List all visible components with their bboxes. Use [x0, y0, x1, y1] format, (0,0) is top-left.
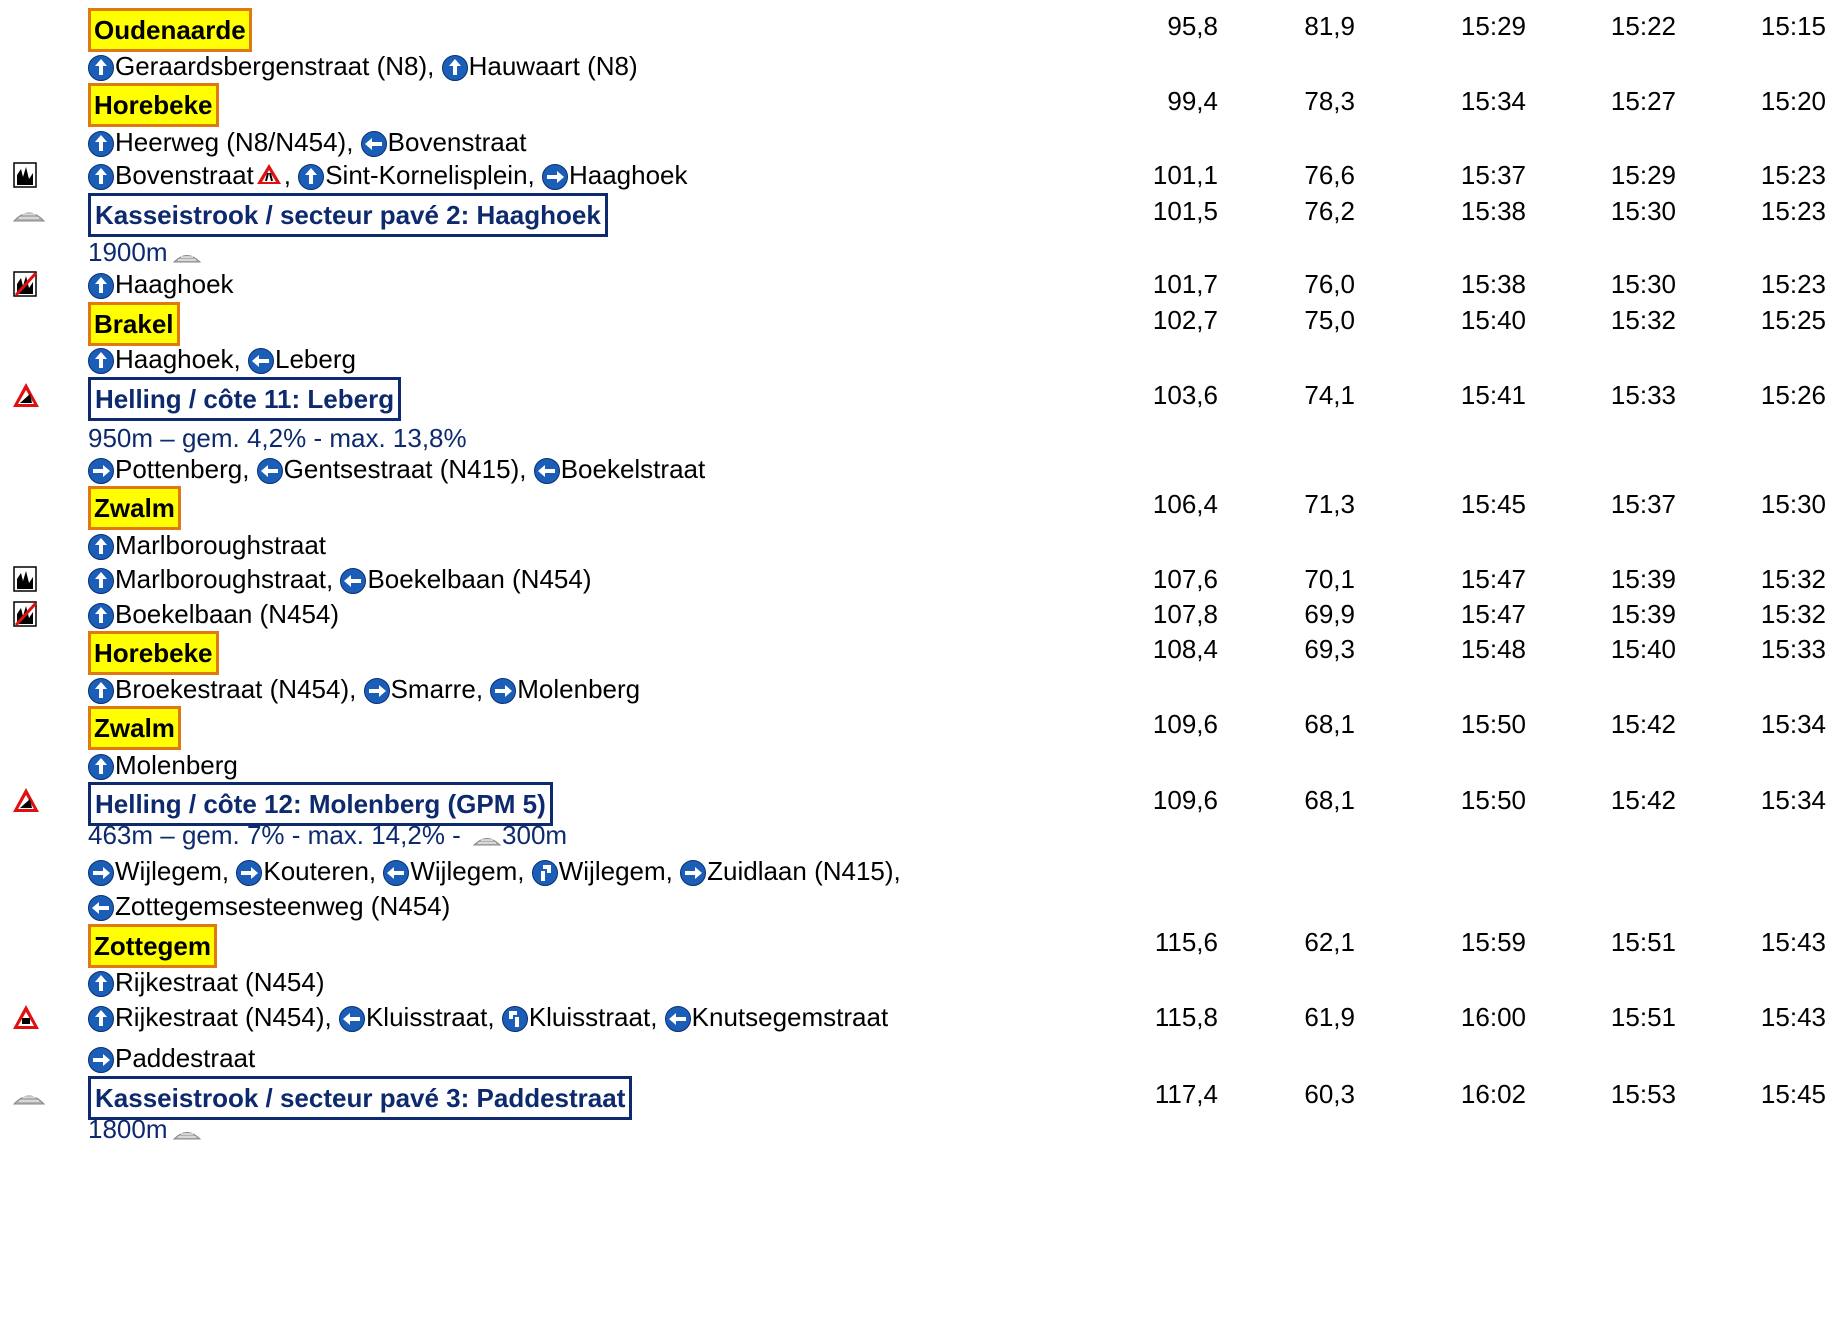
- arrow-up-icon: [298, 164, 324, 190]
- route-line: [88, 964, 325, 1000]
- cobbles-icon: [12, 197, 46, 232]
- route-line: [88, 596, 339, 632]
- town-label: Zottegem: [88, 924, 217, 968]
- road-name: Bovenstraat: [387, 127, 527, 157]
- arrow-up-icon: [88, 1006, 114, 1032]
- time-slow: 15:50: [1460, 709, 1526, 739]
- road-name: Rijkestraat (N454): [115, 967, 325, 997]
- road-separator: ,: [221, 856, 237, 886]
- sector-info-length: 300m: [502, 820, 568, 850]
- road-separator: ,: [475, 674, 491, 704]
- road-name: Marlboroughstraat: [115, 564, 326, 594]
- route-line: [88, 631, 219, 675]
- arrow-up-icon: [88, 131, 114, 157]
- arrow-up-icon: [88, 55, 114, 81]
- sector-info: 463m – gem. 7% - max. 14,2% -: [88, 820, 469, 850]
- arrow-right-icon: [88, 1047, 114, 1073]
- road-name: Marlboroughstraat: [115, 530, 326, 560]
- road-separator: ,: [517, 856, 532, 886]
- feed-zone-icon: [12, 565, 40, 600]
- route-line: [88, 8, 252, 52]
- time-fast: 15:43: [1760, 927, 1826, 957]
- town-label: Zwalm: [88, 486, 181, 530]
- cobble-sector-label: Kasseistrook / secteur pavé 2: Haaghoek: [88, 193, 608, 237]
- arrow-bear-left-icon: [502, 1006, 528, 1032]
- distance-remaining: 76,6: [1304, 160, 1355, 190]
- cobble-sector-label: Kasseistrook / secteur pavé 3: Paddestraat: [88, 1076, 632, 1120]
- time-slow: 15:37: [1460, 160, 1526, 190]
- arrow-right-icon: [542, 164, 568, 190]
- road-separator: ,: [893, 856, 901, 886]
- time-slow: 15:38: [1460, 269, 1526, 299]
- road-name: Hauwaart (N8): [468, 51, 638, 81]
- arrow-left-icon: [248, 348, 274, 374]
- arrow-left-icon: [257, 458, 283, 484]
- road-name: Broekestraat (N454): [115, 674, 350, 704]
- road-separator: ,: [349, 674, 364, 704]
- distance-remaining: 74,1: [1304, 380, 1355, 410]
- time-slow: 15:47: [1460, 599, 1526, 629]
- time-fast: 15:45: [1760, 1079, 1826, 1109]
- distance-done: 103,6: [1152, 380, 1218, 410]
- time-slow: 16:02: [1460, 1079, 1526, 1109]
- time-mid: 15:29: [1610, 160, 1676, 190]
- distance-done: 107,6: [1152, 564, 1218, 594]
- route-line: [88, 157, 688, 195]
- distance-remaining: 69,9: [1304, 599, 1355, 629]
- time-slow: 15:34: [1460, 86, 1526, 116]
- road-separator: ,: [527, 160, 542, 190]
- road-name: Heerweg (N8/N454): [115, 127, 347, 157]
- arrow-up-icon: [88, 754, 114, 780]
- distance-remaining: 70,1: [1304, 564, 1355, 594]
- narrowing-warning-icon: [256, 159, 282, 195]
- time-fast: 15:23: [1760, 196, 1826, 226]
- road-name: Knutsegemstraat: [691, 1002, 889, 1032]
- road-name: Kluisstraat: [528, 1002, 651, 1032]
- time-slow: 15:41: [1460, 380, 1526, 410]
- arrow-left-icon: [88, 895, 114, 921]
- route-line: [88, 527, 326, 563]
- road-separator: ,: [665, 856, 681, 886]
- climb-label: Helling / côte 12: Molenberg (GPM 5): [88, 782, 553, 826]
- distance-remaining: 76,0: [1304, 269, 1355, 299]
- arrow-right-icon: [88, 860, 114, 886]
- arrow-right-icon: [364, 678, 390, 704]
- route-line: [88, 83, 219, 127]
- distance-done: 108,4: [1152, 634, 1218, 664]
- route-line: [88, 888, 450, 924]
- route-line: [88, 747, 238, 783]
- sector-info: 1900m: [88, 237, 168, 267]
- road-separator: ,: [427, 51, 442, 81]
- arrow-left-icon: [665, 1006, 691, 1032]
- time-fast: 15:33: [1760, 634, 1826, 664]
- distance-done: 101,7: [1152, 269, 1218, 299]
- distance-done: 109,6: [1152, 709, 1218, 739]
- danger-icon: [12, 1003, 40, 1038]
- feed-zone-end-icon: [12, 600, 40, 635]
- road-separator: ,: [324, 1002, 339, 1032]
- distance-remaining: 75,0: [1304, 305, 1355, 335]
- arrow-up-icon: [88, 971, 114, 997]
- time-slow: 15:29: [1460, 11, 1526, 41]
- route-line: [88, 924, 217, 968]
- road-name: Kluisstraat: [365, 1002, 488, 1032]
- time-fast: 15:32: [1760, 599, 1826, 629]
- time-mid: 15:27: [1610, 86, 1676, 116]
- arrow-left-icon: [383, 860, 409, 886]
- road-name: Gentsestraat (N415): [283, 454, 520, 484]
- arrow-up-icon: [88, 603, 114, 629]
- road-separator: ,: [368, 856, 384, 886]
- road-separator: ,: [487, 1002, 502, 1032]
- time-fast: 15:34: [1760, 709, 1826, 739]
- arrow-left-icon: [361, 131, 387, 157]
- distance-remaining: 78,3: [1304, 86, 1355, 116]
- time-slow: 15:40: [1460, 305, 1526, 335]
- time-mid: 15:30: [1610, 196, 1676, 226]
- feed-zone-end-icon: [12, 270, 40, 305]
- distance-done: 95,8: [1167, 11, 1218, 41]
- distance-remaining: 62,1: [1304, 927, 1355, 957]
- distance-done: 101,5: [1152, 196, 1218, 226]
- road-separator: ,: [326, 564, 341, 594]
- time-mid: 15:39: [1610, 599, 1676, 629]
- time-fast: 15:32: [1760, 564, 1826, 594]
- road-separator: ,: [650, 1002, 665, 1032]
- time-mid: 15:40: [1610, 634, 1676, 664]
- town-label: Horebeke: [88, 631, 219, 675]
- distance-remaining: 69,3: [1304, 634, 1355, 664]
- time-fast: 15:23: [1760, 269, 1826, 299]
- time-slow: 15:45: [1460, 489, 1526, 519]
- road-name: Paddestraat: [115, 1043, 256, 1073]
- road-separator: ,: [519, 454, 534, 484]
- distance-done: 99,4: [1167, 86, 1218, 116]
- distance-done: 115,6: [1154, 927, 1218, 957]
- road-name: Zottegemsesteenweg (N454): [115, 891, 451, 921]
- arrow-right-icon: [236, 860, 262, 886]
- road-name: Smarre: [390, 674, 476, 704]
- route-line: [88, 266, 234, 302]
- time-slow: 15:47: [1460, 564, 1526, 594]
- distance-done: 117,4: [1154, 1079, 1218, 1109]
- route-line: [88, 853, 901, 889]
- distance-remaining: 60,3: [1304, 1079, 1355, 1109]
- route-line: [88, 48, 638, 84]
- road-name: Haaghoek: [115, 344, 234, 374]
- cobbles-icon: [172, 1113, 202, 1149]
- distance-remaining: 61,9: [1304, 1002, 1355, 1032]
- route-line: [88, 817, 567, 855]
- route-line: [88, 671, 640, 707]
- road-name: Leberg: [275, 344, 356, 374]
- arrow-right-icon: [490, 678, 516, 704]
- feed-zone-icon: [12, 161, 40, 196]
- road-separator: ,: [242, 454, 257, 484]
- distance-remaining: 76,2: [1304, 196, 1355, 226]
- climb-icon: [12, 381, 40, 416]
- distance-done: 101,1: [1152, 160, 1218, 190]
- route-line: [88, 999, 888, 1035]
- time-fast: 15:34: [1760, 785, 1826, 815]
- route-line: [88, 706, 181, 750]
- route-line: [88, 302, 180, 346]
- route-line: [88, 1040, 255, 1076]
- time-mid: 15:30: [1610, 269, 1676, 299]
- road-name: Bovenstraat: [115, 160, 254, 190]
- road-name: Molenberg: [115, 750, 238, 780]
- arrow-up-icon: [88, 273, 114, 299]
- distance-remaining: 68,1: [1304, 709, 1355, 739]
- time-fast: 15:25: [1760, 305, 1826, 335]
- sector-info: 950m – gem. 4,2% - max. 13,8%: [88, 423, 467, 453]
- time-slow: 15:48: [1460, 634, 1526, 664]
- time-slow: 15:38: [1460, 196, 1526, 226]
- time-mid: 15:51: [1610, 927, 1676, 957]
- arrow-right-icon: [88, 458, 114, 484]
- road-separator: ,: [233, 344, 248, 374]
- arrow-left-icon: [339, 1006, 365, 1032]
- time-fast: 15:15: [1760, 11, 1826, 41]
- distance-done: 109,6: [1152, 785, 1218, 815]
- road-name: Wijlegem: [558, 856, 666, 886]
- road-name: Sint-Kornelisplein: [325, 160, 528, 190]
- road-separator: ,: [283, 160, 299, 190]
- time-slow: 15:59: [1460, 927, 1526, 957]
- road-separator: ,: [346, 127, 361, 157]
- road-name: Molenberg: [517, 674, 641, 704]
- time-mid: 15:32: [1610, 305, 1676, 335]
- town-label: Brakel: [88, 302, 180, 346]
- town-label: Horebeke: [88, 83, 219, 127]
- arrow-bear-right-icon: [532, 860, 558, 886]
- road-name: Haaghoek: [568, 160, 688, 190]
- distance-remaining: 68,1: [1304, 785, 1355, 815]
- sector-info: 1800m: [88, 1114, 168, 1144]
- road-name: Zuidlaan (N415): [707, 856, 894, 886]
- route-line: [88, 451, 705, 487]
- arrow-up-icon: [88, 348, 114, 374]
- distance-done: 102,7: [1152, 305, 1218, 335]
- time-mid: 15:42: [1610, 709, 1676, 739]
- road-name: Rijkestraat (N454): [115, 1002, 325, 1032]
- time-fast: 15:26: [1760, 380, 1826, 410]
- time-mid: 15:33: [1610, 380, 1676, 410]
- distance-done: 106,4: [1152, 489, 1218, 519]
- distance-done: 115,8: [1154, 1002, 1218, 1032]
- road-name: Pottenberg: [115, 454, 243, 484]
- route-line: [88, 486, 181, 530]
- town-label: Oudenaarde: [88, 8, 252, 52]
- time-mid: 15:22: [1610, 11, 1676, 41]
- time-fast: 15:23: [1760, 160, 1826, 190]
- time-mid: 15:37: [1610, 489, 1676, 519]
- route-line: [88, 341, 356, 377]
- climb-icon: [12, 786, 40, 821]
- road-name: Boekelbaan (N454): [115, 599, 340, 629]
- arrow-right-icon: [680, 860, 706, 886]
- climb-label: Helling / côte 11: Leberg: [88, 377, 401, 421]
- route-line: [88, 124, 526, 160]
- road-name: Wijlegem: [115, 856, 222, 886]
- time-fast: 15:30: [1760, 489, 1826, 519]
- time-mid: 15:39: [1610, 564, 1676, 594]
- time-mid: 15:51: [1610, 1002, 1676, 1032]
- cobbles-icon: [12, 1080, 46, 1115]
- cobbles-icon: [472, 819, 502, 855]
- road-name: Haaghoek: [115, 269, 234, 299]
- time-mid: 15:42: [1610, 785, 1676, 815]
- time-fast: 15:20: [1760, 86, 1826, 116]
- road-name: Kouteren: [263, 856, 369, 886]
- road-name: Boekelstraat: [560, 454, 706, 484]
- route-line: [88, 1111, 202, 1149]
- road-name: Wijlegem: [410, 856, 518, 886]
- time-fast: 15:43: [1760, 1002, 1826, 1032]
- arrow-left-icon: [534, 458, 560, 484]
- route-line: [88, 193, 608, 237]
- route-line: [88, 377, 401, 421]
- arrow-up-icon: [88, 164, 114, 190]
- route-line: [88, 561, 592, 597]
- distance-done: 107,8: [1152, 599, 1218, 629]
- road-name: Geraardsbergenstraat (N8): [115, 51, 428, 81]
- distance-remaining: 81,9: [1304, 11, 1355, 41]
- time-slow: 15:50: [1460, 785, 1526, 815]
- road-name: Boekelbaan (N454): [367, 564, 592, 594]
- arrow-up-icon: [88, 678, 114, 704]
- time-mid: 15:53: [1610, 1079, 1676, 1109]
- arrow-up-icon: [88, 534, 114, 560]
- distance-remaining: 71,3: [1304, 489, 1355, 519]
- arrow-left-icon: [340, 568, 366, 594]
- town-label: Zwalm: [88, 706, 181, 750]
- arrow-up-icon: [88, 568, 114, 594]
- time-slow: 16:00: [1460, 1002, 1526, 1032]
- arrow-up-icon: [442, 55, 468, 81]
